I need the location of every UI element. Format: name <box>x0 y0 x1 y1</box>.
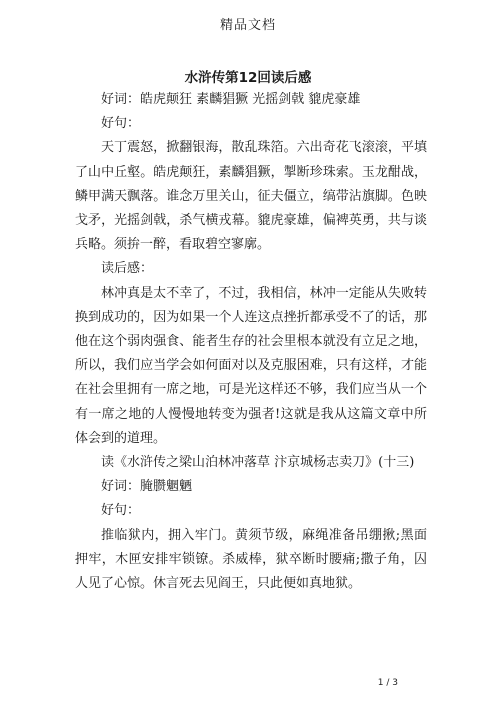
good-words-line: 好词：皓虎颠狂 素麟猖獗 光摇剑戟 貔虎豪雄 <box>101 92 361 107</box>
document-title: 水浒传第12回读后感 <box>184 70 312 86</box>
reflection-paragraph: 林冲真是太不幸了，不过，我相信，林冲一定能从失败转换到成功的，因为如果一个人连这点挫折都承受不了的话，那他在这个弱肉强食、能者生存的社会里根本就没有立足之地，所以，我们应当学会如何面对以及克服困难，只有这样，才能在社会里拥有一席之地，可是光这样还不够，我们应当从一个有一席之地的人慢慢地转变为强者!这就是我从这篇文章中所体会到的道理。 <box>75 285 427 446</box>
chapter-heading-line: 读《水浒传之梁山泊林冲落草 汴京城杨志卖刀》(十三) <box>101 455 415 471</box>
page-header: 精品文档 <box>219 18 276 33</box>
reflection-label: 读后感： <box>101 261 154 277</box>
page-number: 1 / 3 <box>377 678 398 688</box>
document-body <box>75 88 427 596</box>
prison-paragraph: 推临狱内，拥入牢门。黄须节级，麻绳准备吊绷揪;黑面押牢，木匣安排牢锁镣。杀威棒，狱卒断时腰痛;撒子角，囚人见了心惊。休言死去见阎王，只此便如真地狱。 <box>75 527 427 592</box>
good-words-line-2: 好词：腌臜魍魉 <box>101 479 193 495</box>
poem-paragraph: 天丁震怒，掀翻银海，散乱珠箔。六出奇花飞滚滚，平填了山中丘壑。皓虎颠狂，素麟猖獗，掣断珍珠索。玉龙酣战，鳞甲满天飘落。谁念万里关山，征夫僵立，缟带沾旗脚。色映戈矛，光摇剑戟，杀气横戎幕。貔虎豪雄，偏裨英勇，共与谈兵略。须拚一醉，看取碧空寥廓。 <box>75 140 427 253</box>
good-sentences-label-2: 好句： <box>101 503 141 519</box>
good-sentences-label: 好句： <box>101 116 141 132</box>
